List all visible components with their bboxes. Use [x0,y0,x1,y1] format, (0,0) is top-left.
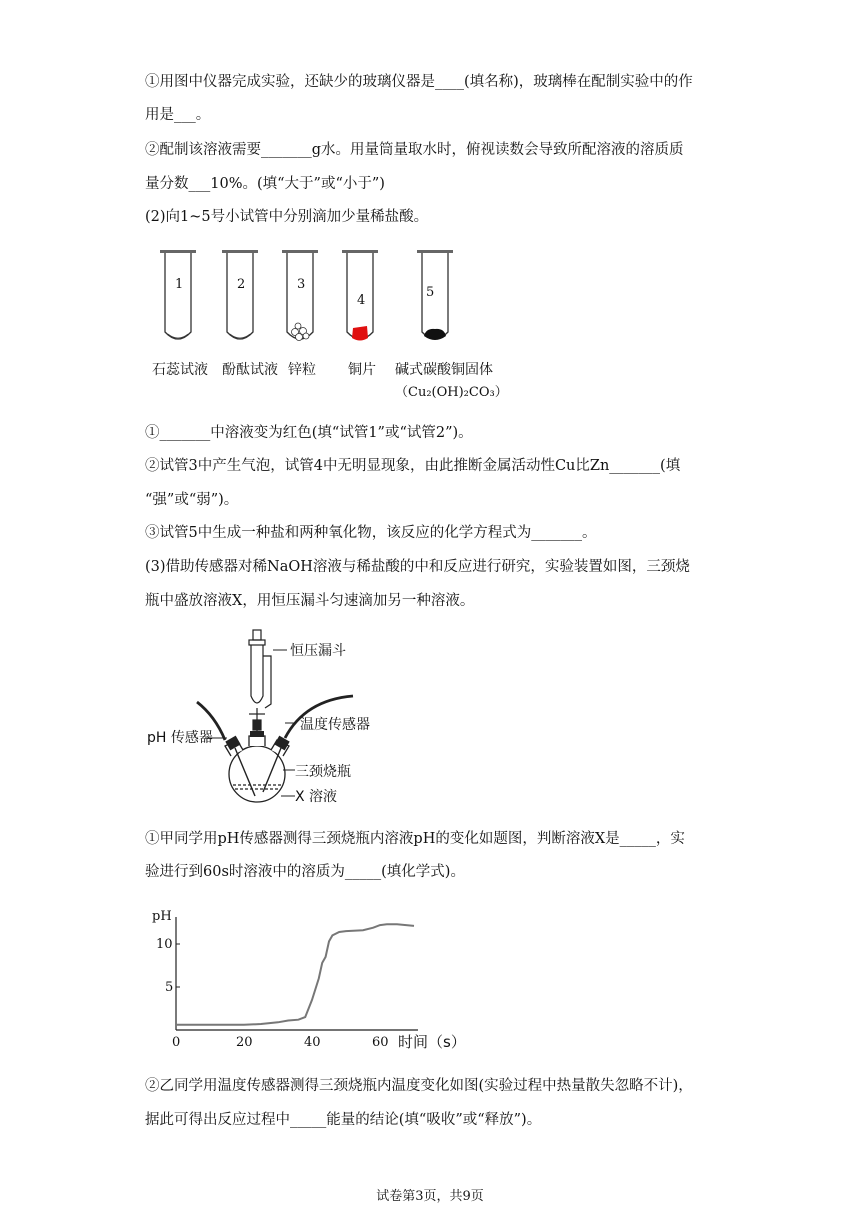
text-line-15: 据此可得出反应过程中_____能量的结论(填“吸收”或“释放”)。 [145,1112,542,1128]
test-tubes-figure [140,244,520,404]
text-line-7: ②试管3中产生气泡，试管4中无明显现象，由此推断金属活动性Cu比Zn_______(填 [145,458,681,474]
text-line-1: ①用图中仪器完成实验，还缺少的玻璃仪器是____(填名称)，玻璃棒在配制实验中的作 [145,74,693,90]
tube-number-1: 1 [175,277,184,292]
apparatus-figure [145,628,405,813]
x-axis-label: 时间（s） [398,1033,466,1051]
text-line-11: 瓶中盛放溶液X，用恒压漏斗匀速滴加另一种溶液。 [145,593,475,609]
label-funnel: 恒压漏斗 [290,643,346,659]
tube-label-3: 锌粒 [288,362,316,378]
text-line-8: “强”或“弱”)。 [145,492,239,508]
text-line-13: 验进行到60s时溶液中的溶质为_____(填化学式)。 [145,864,465,880]
text-line-10: (3)借助传感器对稀NaOH溶液与稀盐酸的中和反应进行研究，实验装置如图，三颈烧 [145,559,690,575]
y-axis-label: pH [152,909,172,924]
tube-number-5: 5 [426,285,435,300]
y-tick-label: 5 [165,980,174,995]
text-line-5: (2)向1~5号小试管中分别滴加少量稀盐酸。 [145,209,429,225]
tube-label-1: 石蕊试液 [152,362,208,378]
tube-number-4: 4 [357,293,366,308]
label-flask: 三颈烧瓶 [295,764,351,780]
tube-1 [160,250,196,339]
text-line-9: ③试管5中生成一种盐和两种氧化物，该反应的化学方程式为_______。 [145,525,597,541]
tube-label-4: 铜片 [348,362,376,378]
label-solution: X 溶液 [295,789,338,805]
tube-2 [222,250,258,339]
ph-chart [148,895,468,1065]
text-line-6: ①_______中溶液变为红色(填“试管1”或“试管2”)。 [145,425,473,441]
tube-4 [342,250,378,341]
text-line-4: 量分数___10%。(填“大于”或“小于”) [145,176,385,192]
label-ph-sensor: pH 传感器 [147,730,213,746]
y-tick-label: 10 [156,937,173,952]
x-tick-label: 40 [304,1035,321,1050]
x-tick-label: 60 [372,1035,389,1050]
text-line-2: 用是___。 [145,107,211,123]
tube-label-2: 酚酞试液 [222,362,278,378]
text-line-3: ②配制该溶液需要_______g水。用量筒量取水时，俯视读数会导致所配溶液的溶质质 [145,142,684,158]
text-line-14: ②乙同学用温度传感器测得三颈烧瓶内温度变化如图(实验过程中热量散失忽略不计)， [145,1078,693,1094]
x-tick-label: 0 [172,1035,181,1050]
tube-5 [417,250,453,340]
tube-label-5: 碱式碳酸铜固体 [395,362,493,378]
page-footer: 试卷第3页，共9页 [376,1189,484,1204]
tube-3 [282,250,318,341]
x-tick-label: 20 [236,1035,253,1050]
tube-5-formula: （Cu₂(OH)₂CO₃） [395,385,508,400]
label-temp-sensor: 温度传感器 [300,717,370,733]
tube-number-3: 3 [297,277,306,292]
series-line [176,924,414,1025]
pressure-funnel [249,630,271,736]
text-line-12: ①甲同学用pH传感器测得三颈烧瓶内溶液pH的变化如题图，判断溶液X是_____，实 [145,831,685,847]
tube-number-2: 2 [237,277,246,292]
